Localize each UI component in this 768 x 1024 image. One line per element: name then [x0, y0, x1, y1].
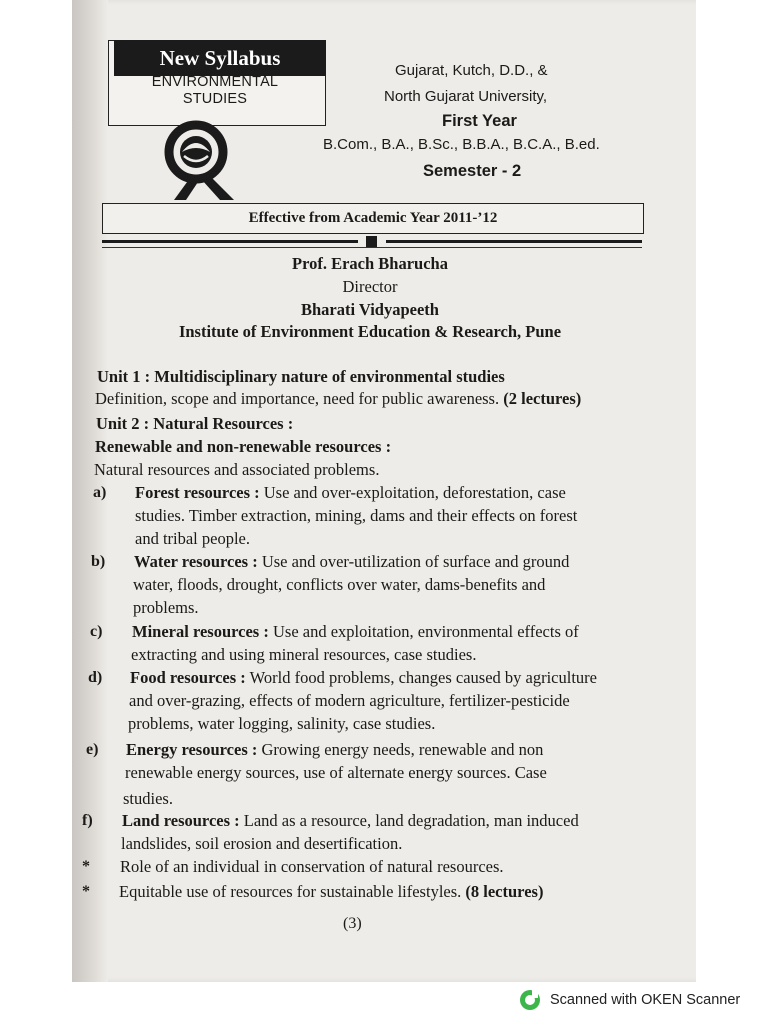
divider-mark — [366, 236, 377, 247]
forest-line-2: studies. Timber extraction, mining, dams and their effects on forest — [135, 506, 578, 525]
item-text: Use and over-utilization of surface and ground — [261, 552, 570, 571]
badge-subject — [134, 74, 296, 108]
land-line-1 — [122, 810, 579, 832]
unit-2-intro: Natural resources and associated problems. — [94, 460, 380, 479]
forest-line-1 — [135, 482, 566, 504]
unit-2-heading: Unit 2 : Natural Resources : — [96, 414, 294, 433]
energy-line-1 — [126, 739, 543, 761]
bullet-mark: * — [82, 858, 90, 875]
forest-line-3: and tribal people. — [135, 529, 251, 548]
unit-1-desc — [95, 388, 581, 410]
university-line-2: North Gujarat University, — [384, 88, 548, 105]
bullet-text: Role of an individual in conservation of natural resources. — [120, 857, 504, 876]
food-line-3: problems, water logging, salinity, case studies. — [128, 714, 436, 733]
course-list: B.Com., B.A., B.Sc., B.B.A., B.C.A., B.ed. — [323, 136, 600, 153]
scanner-watermark — [518, 988, 740, 1012]
bullet-text-2 — [119, 881, 543, 903]
water-line-1 — [134, 551, 569, 573]
item-text: World food problems, changes caused by agriculture — [249, 668, 597, 687]
author-org: Bharati Vidyapeeth — [301, 300, 439, 319]
unit-1-lectures: (2 lectures) — [503, 389, 582, 408]
land-line-2: landslides, soil erosion and desertification. — [121, 834, 403, 853]
food-line-2: and over-grazing, effects of modern agriculture, fertilizer-pesticide — [129, 691, 570, 710]
badge-title: New Syllabus — [114, 40, 326, 76]
food-line-1 — [130, 667, 597, 689]
item-text: Use and over-exploitation, deforestation, case — [263, 483, 566, 502]
unit-2-subheading: Renewable and non-renewable resources : — [95, 437, 392, 456]
scanner-text: Scanned with OKEN Scanner — [550, 992, 741, 1008]
item-title: Energy resources : — [126, 740, 258, 759]
item-title: Food resources : — [130, 668, 246, 687]
item-label: c) — [90, 623, 103, 640]
effective-year-box: Effective from Academic Year 2011-’12 — [102, 203, 644, 234]
item-label: b) — [91, 553, 106, 570]
mineral-line-1 — [132, 621, 579, 643]
water-line-2: water, floods, drought, conflicts over water, dams-benefits and — [133, 575, 546, 594]
badge-line-1: ENVIRONMENTAL — [151, 74, 279, 90]
energy-line-3: studies. — [123, 789, 173, 808]
mineral-line-2: extracting and using mineral resources, case studies. — [131, 645, 477, 664]
item-label: f) — [82, 812, 93, 829]
item-text: Growing energy needs, renewable and non — [261, 740, 544, 759]
divider-right — [386, 240, 642, 243]
university-line-1: Gujarat, Kutch, D.D., & — [395, 62, 548, 79]
item-label: e) — [86, 741, 99, 758]
water-line-3: problems. — [133, 598, 199, 617]
first-year: First Year — [442, 112, 517, 130]
item-label: d) — [88, 669, 103, 686]
author-institute: Institute of Environment Education & Research, Pune — [178, 322, 562, 341]
item-title: Land resources : — [122, 811, 240, 830]
scanner-logo-icon — [518, 988, 542, 1012]
page-number: (3) — [343, 915, 362, 932]
divider-left — [102, 240, 358, 243]
publisher-logo-icon — [164, 118, 244, 202]
author-name: Prof. Erach Bharucha — [292, 254, 448, 273]
item-label: a) — [93, 484, 107, 501]
badge-line-2: STUDIES — [182, 91, 248, 107]
author-role: Director — [342, 277, 398, 296]
item-title: Water resources : — [134, 552, 258, 571]
item-text: Use and exploitation, environmental effects of — [272, 622, 579, 641]
divider-thin — [102, 247, 642, 248]
semester: Semester - 2 — [423, 162, 522, 180]
item-text: Land as a resource, land degradation, man induced — [243, 811, 579, 830]
bullet-text: Equitable use of resources for sustainable lifestyles. — [119, 882, 462, 901]
bullet-mark: * — [82, 883, 90, 900]
item-title: Mineral resources : — [132, 622, 269, 641]
energy-line-2: renewable energy sources, use of alternate energy sources. Case — [125, 763, 547, 782]
item-title: Forest resources : — [135, 483, 260, 502]
unit-1-desc-text: Definition, scope and importance, need for public awareness. — [95, 389, 500, 408]
bullet-lectures: (8 lectures) — [465, 882, 544, 901]
unit-1-heading: Unit 1 : Multidisciplinary nature of environmental studies — [97, 367, 505, 386]
